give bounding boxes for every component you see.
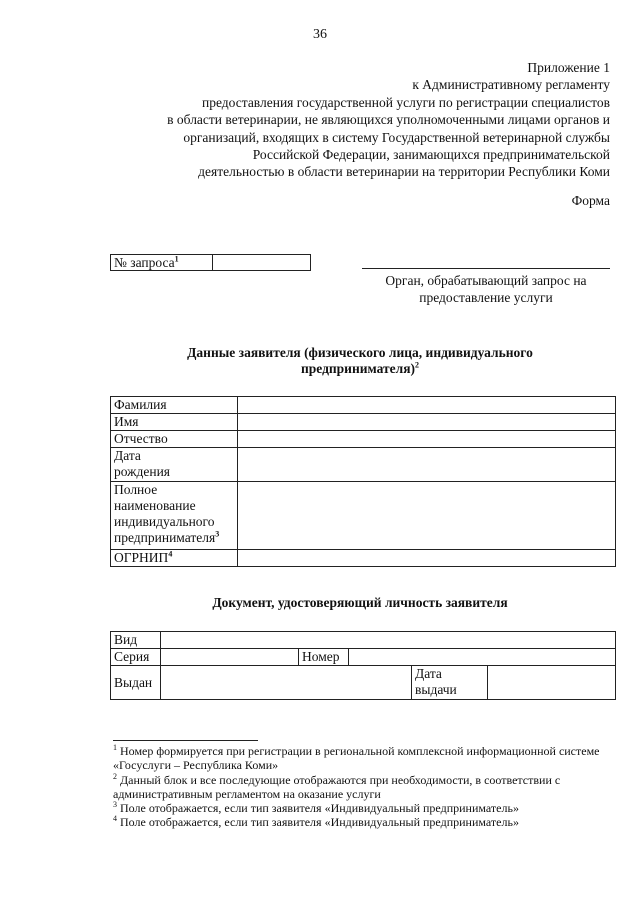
page-number: 36 [313, 27, 327, 42]
ogrnip-field[interactable] [238, 550, 616, 567]
birth-date-field[interactable] [238, 448, 616, 482]
request-number-table [110, 254, 311, 271]
footnote-ref: 2 [415, 360, 420, 370]
ogrnip-label: ОГРНИП$^4$ [111, 550, 238, 567]
footnote-separator [113, 740, 258, 741]
footnote-4: $^4$ Поле отображается, если тип заявителя «Индивидуальный предприниматель» [113, 814, 519, 830]
header-line: предоставления государственной услуги по регистрации специалистов [202, 94, 610, 110]
issued-by-label: Выдан [111, 666, 161, 700]
issued-by-field[interactable] [161, 666, 412, 700]
surname-label: Фамилия [111, 397, 238, 414]
document-type-label: Вид [111, 632, 161, 649]
birth-date-label: Дата рождения [111, 448, 238, 482]
full-name-field[interactable] [238, 482, 616, 550]
applicant-table [110, 396, 616, 567]
header-line: Приложение 1 [527, 60, 610, 75]
patronymic-label: Отчество [111, 431, 238, 448]
organ-caption: Орган, обрабатывающий запрос на предоставление услуги [385, 273, 587, 305]
issue-date-label: Дата выдачи [412, 666, 488, 700]
name-label: Имя [111, 414, 238, 431]
header-line: организаций, входящих в систему Государственной ветеринарной службы [183, 129, 610, 145]
series-field[interactable] [161, 649, 299, 666]
header-line: деятельностью в области ветеринарии на территории Республики Коми [198, 164, 610, 180]
identity-document-table [110, 631, 616, 700]
footnotes [113, 744, 618, 830]
issue-date-field[interactable] [488, 666, 616, 700]
number-label: Номер [299, 649, 349, 666]
footnote-ref: 4 [168, 549, 173, 559]
document-type-field[interactable] [161, 632, 616, 649]
header-line: Российской Федерации, занимающихся предпринимательской [252, 147, 610, 163]
number-field[interactable] [349, 649, 616, 666]
document-section-title: Документ, удостоверяющий личность заявителя [212, 595, 508, 610]
footnote-1: $^1$ Номер формируется при регистрации в региональной комплексной информационной системе «Госуслуги – Республика Коми» [113, 743, 600, 773]
applicant-section-title: Данные заявителя (физического лица, индивидуального предпринимателя)$^2$ [187, 345, 533, 376]
name-field[interactable] [238, 414, 616, 431]
appendix-header [50, 59, 610, 181]
patronymic-field[interactable] [238, 431, 616, 448]
header-line: в области ветеринарии, не являющихся уполномоченными лицами органов и [167, 112, 610, 128]
request-number-field[interactable] [213, 255, 311, 271]
request-number-label: № запроса$^1$ [111, 255, 213, 271]
surname-field[interactable] [238, 397, 616, 414]
footnote-ref: 1 [174, 254, 179, 264]
footnote-3: $^3$ Поле отображается, если тип заявителя «Индивидуальный предприниматель» [113, 800, 519, 816]
form-label: Форма [571, 193, 610, 208]
footnote-ref: 3 [215, 529, 220, 539]
full-name-label: Полное наименование индивидуального предпринимателя$^3$ [111, 482, 238, 550]
header-line: к Административному регламенту [412, 77, 610, 93]
series-label: Серия [111, 649, 161, 666]
footnote-2: $^2$ Данный блок и все последующие отображаются при необходимости, в соответствии с административным регламентом на оказание услуги [113, 771, 561, 801]
organ-signature-line [362, 268, 610, 269]
